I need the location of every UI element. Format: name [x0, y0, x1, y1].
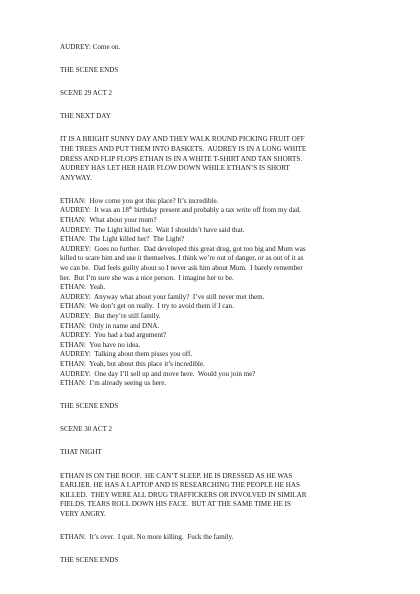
script-line: AUDREY: Talking about them pisses you off. — [60, 350, 193, 359]
script-line: VERY ANGRY. — [60, 509, 106, 518]
script-line: AUDREY: Anyway what about your family? I’ve still never met them. — [60, 292, 265, 301]
script-page — [60, 43, 380, 579]
script-line: ETHAN: Yeah, but about this place it’s incredible. — [60, 359, 205, 368]
script-line: SCENE 30 ACT 2 — [60, 425, 113, 434]
script-line: ETHAN: How come you got this place? It’s incredible. — [60, 196, 219, 205]
script-paragraph — [60, 66, 380, 76]
script-paragraph — [60, 472, 380, 520]
script-line: ANYWAY. — [60, 173, 92, 182]
script-line: we can be. Dad feels guilty about so I never ask him about Mum. I barely remember — [60, 264, 303, 272]
script-line: AUDREY HAS LET HER HAIR FLOW DOWN WHILE ETHAN’S IS SHORT — [60, 164, 290, 173]
script-line: ETHAN: We don’t get on really. I try to avoid them if I can. — [60, 302, 234, 311]
script-line: ETHAN: Yeah. — [60, 283, 106, 292]
script-line: AUDREY: Come on. — [60, 43, 121, 51]
script-line: IT IS A BRIGHT SUNNY DAY AND THEY WALK ROUND PICKING FRUIT OFF — [60, 135, 305, 144]
script-line: THE SCENE ENDS — [60, 402, 119, 411]
script-line: DRESS AND FLIP FLOPS ETHAN IS IN A WHITE T-SHIRT AND TAN SHORTS. — [60, 154, 303, 163]
script-paragraph — [60, 402, 380, 412]
script-line: AUDREY: It was an 18th birthday present and probably a tax write off from my dad. — [60, 205, 301, 215]
script-line: AUDREY: You had a bad argument? — [60, 331, 167, 340]
script-line: ETHAN: It’s over. I quit. No more killing. Fuck the family. — [60, 532, 234, 541]
script-line: ETHAN: The Light killed her? The Light? — [60, 235, 185, 244]
script-line: ETHAN: You have no idea. — [60, 340, 141, 349]
script-line: SCENE 29 ACT 2 — [60, 89, 113, 98]
script-line: THE SCENE ENDS — [60, 556, 119, 565]
script-line: her. But I’m sure she was a nice person. I imagine her to be. — [60, 273, 234, 282]
script-line: ETHAN IS ON THE ROOF. HE CAN’T SLEEP. HE IS DRESSED AS HE WAS — [60, 471, 293, 480]
script-line: AUDREY: One day I’ll sell up and move here. Would you join me? — [60, 369, 256, 378]
script-line: ETHAN: What about your mum? — [60, 216, 157, 225]
script-paragraph — [60, 448, 380, 458]
script-paragraph — [60, 533, 380, 543]
script-paragraph — [60, 43, 380, 53]
script-line: THAT NIGHT — [60, 448, 102, 457]
script-line: AUDREY: Goes no further. Dad developed this great drug, got too big and Mum was — [60, 244, 306, 253]
script-paragraph — [60, 112, 380, 122]
script-line: THE TREES AND PUT THEM INTO BASKETS. AUDREY IS IN A LONG WHITE — [60, 144, 307, 153]
script-line: THE SCENE ENDS — [60, 66, 119, 75]
script-line: AUDREY: But they’re still family. — [60, 311, 161, 320]
script-line: KILLED. THEY WERE ALL DRUG TRAFFICKERS OR INVOLVED IN SIMILAR — [60, 490, 307, 499]
script-line: AUDREY: The Light killed her. Wait I shouldn’t have said that. — [60, 225, 245, 234]
script-line: ETHAN: I’m already seeing us here. — [60, 379, 167, 388]
script-line: EARLIER. HE HAS A LAPTOP AND IS RESEARCHING THE PEOPLE HE HAS — [60, 481, 300, 490]
dialogue-block — [60, 197, 380, 389]
script-line: killed to scare him and use it themselves. I think we’re out of danger, or as out of it as — [60, 254, 304, 263]
script-line: ETHAN: Only in name and DNA. — [60, 321, 160, 330]
script-paragraph — [60, 556, 380, 566]
script-line: FIELDS. TEARS ROLL DOWN HIS FACE. BUT AT THE SAME TIME HE IS — [60, 500, 291, 509]
script-paragraph — [60, 425, 380, 435]
script-paragraph — [60, 89, 380, 99]
script-paragraph — [60, 135, 380, 183]
script-line: THE NEXT DAY — [60, 112, 111, 121]
